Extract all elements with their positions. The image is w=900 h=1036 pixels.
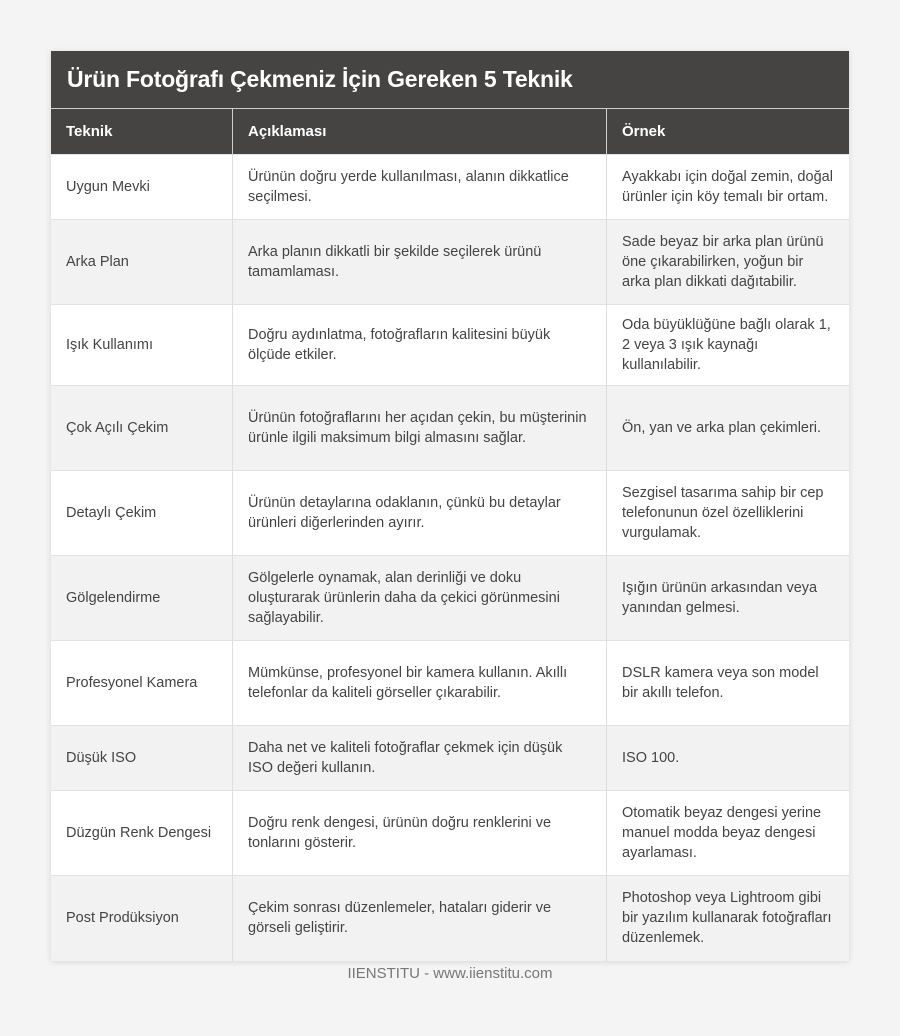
- cell-teknik: Uygun Mevki: [51, 155, 233, 220]
- table-row: [51, 471, 849, 556]
- cell-ornek: Ön, yan ve arka plan çekimleri.: [607, 386, 850, 471]
- table-row: [51, 876, 849, 961]
- footer-credit: IIENSTITU - www.iienstitu.com: [347, 965, 553, 982]
- header-teknik: Teknik: [51, 109, 233, 155]
- cell-ornek: Photoshop veya Lightroom gibi bir yazılım kullanarak fotoğrafları düzenlemek.: [607, 876, 850, 961]
- techniques-table: [51, 108, 849, 961]
- cell-teknik: Çok Açılı Çekim: [51, 386, 233, 471]
- table-row: [51, 220, 849, 305]
- header-row: [51, 109, 849, 155]
- cell-teknik: Arka Plan: [51, 220, 233, 305]
- cell-aciklama: Mümkünse, profesyonel bir kamera kullanın. Akıllı telefonlar da kaliteli görseller çıkarabilir.: [233, 641, 607, 726]
- cell-teknik: Gölgelendirme: [51, 556, 233, 641]
- table-row: [51, 726, 849, 791]
- cell-aciklama: Gölgelerle oynamak, alan derinliği ve doku oluşturarak ürünlerin daha da çekici görünmesini sağlayabilir.: [233, 556, 607, 641]
- cell-teknik: Profesyonel Kamera: [51, 641, 233, 726]
- cell-teknik: Düşük ISO: [51, 726, 233, 791]
- table-row: [51, 305, 849, 386]
- table-row: [51, 791, 849, 876]
- table-row: [51, 641, 849, 726]
- cell-aciklama: Doğru renk dengesi, ürünün doğru renklerini ve tonlarını gösterir.: [233, 791, 607, 876]
- table-row: [51, 155, 849, 220]
- cell-ornek: Sezgisel tasarıma sahip bir cep telefonunun özel özelliklerini vurgulamak.: [607, 471, 850, 556]
- table-card: [51, 51, 849, 961]
- table-row: [51, 556, 849, 641]
- cell-aciklama: Arka planın dikkatli bir şekilde seçilerek ürünü tamamlaması.: [233, 220, 607, 305]
- cell-aciklama: Ürünün fotoğraflarını her açıdan çekin, bu müşterinin ürünle ilgili maksimum bilgi almasını sağlar.: [233, 386, 607, 471]
- cell-ornek: DSLR kamera veya son model bir akıllı telefon.: [607, 641, 850, 726]
- cell-aciklama: Ürünün detaylarına odaklanın, çünkü bu detaylar ürünleri diğerlerinden ayırır.: [233, 471, 607, 556]
- cell-teknik: Işık Kullanımı: [51, 305, 233, 386]
- cell-ornek: ISO 100.: [607, 726, 850, 791]
- cell-ornek: Işığın ürünün arkasından veya yanından gelmesi.: [607, 556, 850, 641]
- cell-ornek: Ayakkabı için doğal zemin, doğal ürünler için köy temalı bir ortam.: [607, 155, 850, 220]
- table-title: Ürün Fotoğrafı Çekmeniz İçin Gereken 5 Teknik: [51, 51, 849, 108]
- cell-teknik: Post Prodüksiyon: [51, 876, 233, 961]
- cell-teknik: Detaylı Çekim: [51, 471, 233, 556]
- cell-ornek: Sade beyaz bir arka plan ürünü öne çıkarabilirken, yoğun bir arka plan dikkati dağıtabilir.: [607, 220, 850, 305]
- cell-aciklama: Ürünün doğru yerde kullanılması, alanın dikkatlice seçilmesi.: [233, 155, 607, 220]
- cell-teknik: Düzgün Renk Dengesi: [51, 791, 233, 876]
- table-row: [51, 386, 849, 471]
- header-aciklama: Açıklaması: [233, 109, 607, 155]
- cell-aciklama: Çekim sonrası düzenlemeler, hataları giderir ve görseli geliştirir.: [233, 876, 607, 961]
- cell-aciklama: Daha net ve kaliteli fotoğraflar çekmek için düşük ISO değeri kullanın.: [233, 726, 607, 791]
- cell-ornek: Oda büyüklüğüne bağlı olarak 1, 2 veya 3 ışık kaynağı kullanılabilir.: [607, 305, 850, 386]
- cell-ornek: Otomatik beyaz dengesi yerine manuel modda beyaz dengesi ayarlaması.: [607, 791, 850, 876]
- cell-aciklama: Doğru aydınlatma, fotoğrafların kalitesini büyük ölçüde etkiler.: [233, 305, 607, 386]
- header-ornek: Örnek: [607, 109, 850, 155]
